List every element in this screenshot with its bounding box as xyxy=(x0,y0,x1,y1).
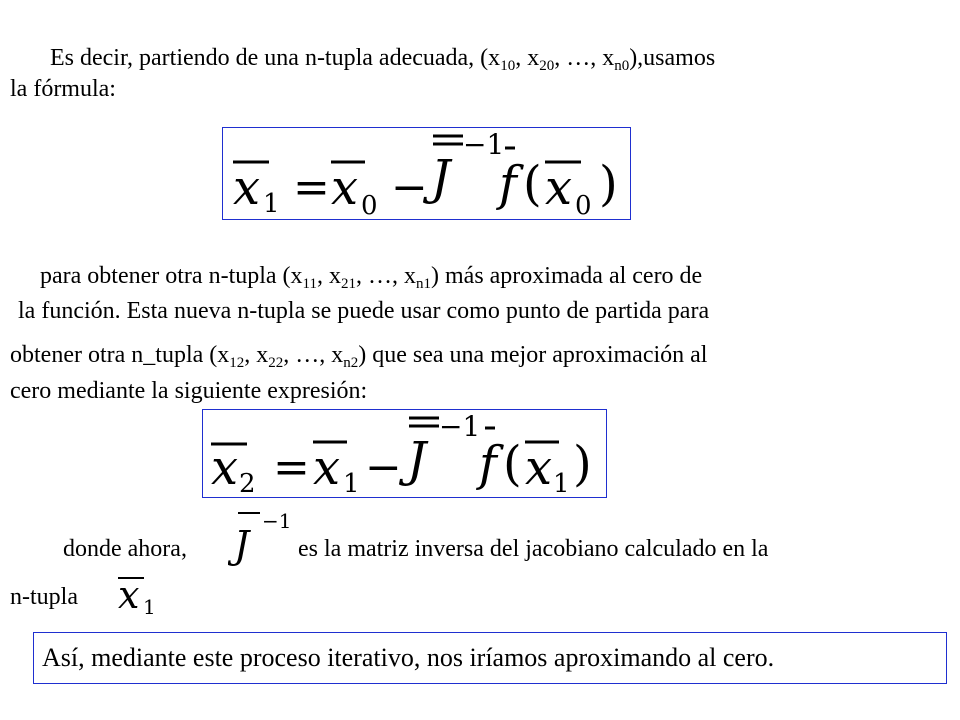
eq1-rparen: ) xyxy=(599,156,618,212)
para3-pre: donde ahora, xyxy=(63,536,187,562)
eq2-lhs-var: x xyxy=(211,440,239,496)
eq2-func: f xyxy=(479,436,497,492)
para3-x1-vector xyxy=(112,570,160,620)
eq1-inv: −1 xyxy=(463,128,505,161)
equation-1 xyxy=(223,128,630,219)
para3-jacobian-inverse xyxy=(228,508,298,566)
eq1-arg-var: x xyxy=(545,160,573,216)
eq2-arg-var: x xyxy=(525,440,553,496)
equation-1-box xyxy=(222,127,631,220)
eq1-lhs-sub: 1 xyxy=(263,189,280,219)
eq2-inv: −1 xyxy=(439,410,481,443)
para3-line2: n-tupla xyxy=(10,584,78,610)
eq1-lhs-var: x xyxy=(233,160,261,216)
eq1-rhs-sub: 0 xyxy=(361,191,378,219)
para2-line1: para obtener otra n-tupla ($x_{11}$, $x_{21}$, …, $x_{n1}$) más aproximada al cero de xyxy=(40,263,703,292)
eq2-jac: J xyxy=(407,432,427,488)
eq2-minus: − xyxy=(365,442,402,493)
eq2-rparen: ) xyxy=(573,436,592,492)
eq1-rhs-var: x xyxy=(331,160,359,216)
equation-2-box xyxy=(202,409,607,498)
eq1-lparen: ( xyxy=(523,156,542,212)
eq2-lparen: ( xyxy=(503,436,522,492)
eq2-lhs-sub: 2 xyxy=(239,469,256,497)
eq1-func: f xyxy=(499,156,517,212)
para3-post: es la matriz inversa del jacobiano calculado en la xyxy=(298,536,769,562)
eq2-rhs-var: x xyxy=(313,440,341,496)
para3-inv: −1 xyxy=(262,509,292,533)
eq1-minus: − xyxy=(391,162,428,213)
eq1-jac: J xyxy=(431,150,451,206)
para1-line2: la fórmula: xyxy=(10,76,116,102)
equation-2 xyxy=(203,410,606,497)
para2-line2: la función. Esta nueva n-tupla se puede usar como punto de partida para xyxy=(18,298,710,324)
para2-line4: cero mediante la siguiente expresión: xyxy=(10,378,368,404)
eq2-arg-sub: 1 xyxy=(553,469,570,497)
para3-x: x xyxy=(118,573,140,617)
para1-line1: Es decir, partiendo de una n-tupla adecuada, ($x_{10}$, $x_{20}$, …, $x_{n0}),usamos$ xyxy=(50,45,716,74)
eq2-rhs-sub: 1 xyxy=(343,469,360,497)
para2-line3: obtener otra n_tupla ($x_{12}$, $x_{22}$, …, $x_{n2}$) que sea una mejor aproximación al xyxy=(10,342,708,371)
eq1-arg-sub: 0 xyxy=(575,191,592,219)
conclusion-text: Así, mediante este proceso iterativo, nos iríamos aproximando al cero. xyxy=(42,643,775,672)
conclusion-box xyxy=(33,632,947,684)
eq2-equals: = xyxy=(273,442,310,493)
para3-x-sub: 1 xyxy=(143,595,156,619)
eq1-equals: = xyxy=(293,162,330,213)
para3-jac: J xyxy=(234,523,250,566)
